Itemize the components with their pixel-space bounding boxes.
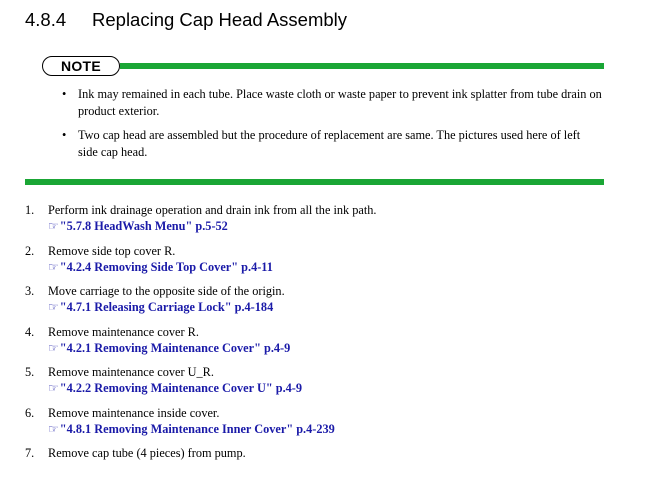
note-bottom-rule	[25, 179, 604, 185]
reference-text: "5.7.8 HeadWash Menu" p.5-52	[59, 219, 228, 233]
step-text: Remove cap tube (4 pieces) from pump.	[48, 446, 246, 460]
note-item	[62, 86, 602, 119]
note-item	[62, 127, 602, 160]
step-text: Remove maintenance cover U_R.	[48, 365, 214, 379]
pointing-hand-icon: ☞	[48, 259, 59, 274]
step-text: Move carriage to the opposite side of the origin.	[48, 284, 285, 298]
step-reference-link[interactable]	[48, 380, 615, 396]
step-number: 2.	[25, 243, 35, 258]
note-item-text: Ink may remained in each tube. Place waste cloth or waste paper to prevent ink splatter from tube drain on product exterior.	[78, 87, 602, 118]
note-item-text: Two cap head are assembled but the procedure of replacement are same. The pictures used here of left side cap head.	[78, 128, 581, 159]
reference-text: "4.7.1 Releasing Carriage Lock" p.4-184	[59, 300, 274, 314]
step-text: Remove side top cover R.	[48, 243, 176, 258]
reference-text: "4.2.2 Removing Maintenance Cover U" p.4-9	[59, 381, 303, 395]
pointing-hand-icon: ☞	[48, 300, 59, 314]
pointing-hand-icon: ☞	[48, 219, 59, 233]
bullet-dot-icon: •	[62, 87, 67, 101]
note-list	[62, 86, 602, 168]
step-item	[25, 283, 615, 324]
step-item	[25, 364, 615, 405]
pointing-hand-icon: ☞	[48, 340, 59, 355]
bullet-dot-icon: •	[62, 128, 67, 142]
reference-text: "4.8.1 Removing Maintenance Inner Cover" p.4-239	[59, 421, 335, 436]
step-reference-link[interactable]	[48, 218, 615, 234]
note-label: NOTE	[42, 56, 120, 76]
note-top-rule	[120, 63, 604, 69]
procedure-steps	[25, 202, 615, 486]
step-text: Perform ink drainage operation and drain ink from all the ink path.	[48, 203, 377, 217]
reference-text: "4.2.1 Removing Maintenance Cover" p.4-9	[59, 340, 291, 355]
step-item	[25, 324, 615, 365]
step-reference-link[interactable]	[48, 421, 615, 437]
step-number: 1.	[25, 203, 35, 217]
step-number: 3.	[25, 284, 35, 298]
step-item	[25, 405, 615, 446]
section-title: Replacing Cap Head Assembly	[92, 9, 348, 30]
reference-text: "4.2.4 Removing Side Top Cover" p.4-11	[59, 259, 273, 274]
step-item	[25, 243, 615, 284]
step-text: Remove maintenance cover R.	[48, 324, 199, 339]
step-number: 6.	[25, 405, 35, 420]
step-number: 5.	[25, 365, 35, 379]
step-item	[25, 202, 615, 243]
step-number: 7.	[25, 446, 35, 460]
step-reference-link[interactable]	[48, 340, 615, 356]
step-text: Remove maintenance inside cover.	[48, 405, 220, 420]
step-reference-link[interactable]	[48, 299, 615, 315]
step-reference-link[interactable]	[48, 259, 615, 275]
pointing-hand-icon: ☞	[48, 381, 59, 395]
step-number: 4.	[25, 324, 35, 339]
section-number: 4.8.4	[25, 9, 67, 30]
pointing-hand-icon: ☞	[48, 421, 59, 436]
step-item	[25, 445, 615, 486]
